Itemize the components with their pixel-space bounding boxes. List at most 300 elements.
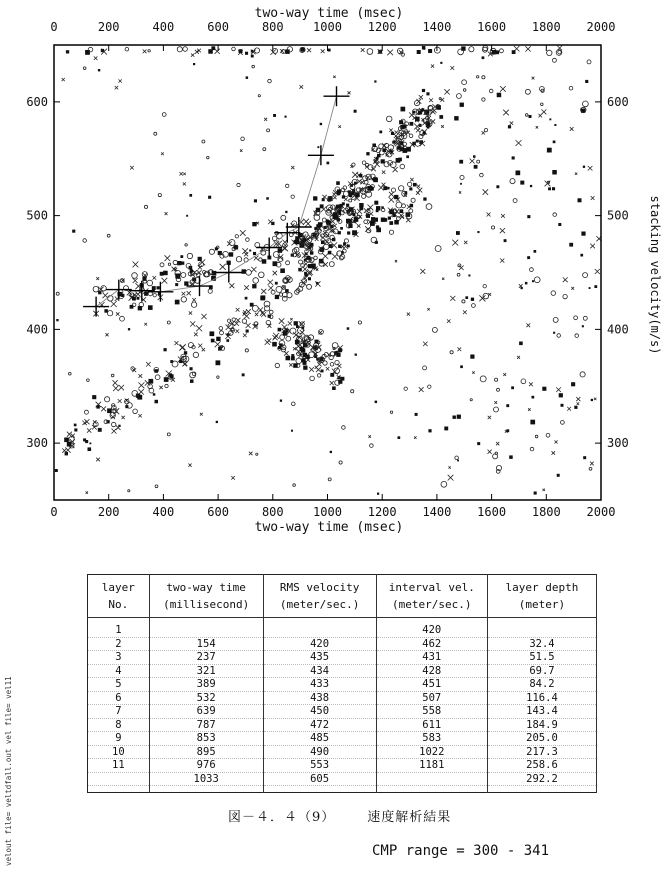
- cell-twt: 895: [149, 745, 263, 759]
- semblance-circle-mark: [191, 302, 196, 307]
- semblance-circle-mark: [575, 334, 579, 338]
- semblance-circle-mark: [286, 336, 291, 341]
- cell-interval: 507: [376, 691, 487, 705]
- semblance-noise-layer: [55, 47, 597, 495]
- semblance-dot-mark: [525, 282, 528, 285]
- semblance-x-mark: [133, 262, 139, 268]
- semblance-dot-mark: [389, 221, 393, 225]
- semblance-circle-mark: [291, 195, 294, 198]
- semblance-circle-mark: [371, 237, 377, 243]
- semblance-dot-mark: [184, 281, 188, 285]
- semblance-circle-mark: [132, 273, 138, 279]
- semblance-circle-mark: [132, 391, 138, 397]
- semblance-dot-mark: [332, 386, 336, 390]
- semblance-x-mark: [494, 401, 497, 404]
- semblance-dot-mark: [190, 269, 193, 272]
- semblance-x-mark: [116, 425, 121, 430]
- semblance-x-mark: [289, 363, 292, 366]
- semblance-circle-mark: [494, 407, 499, 412]
- x-tick-label-bottom: 1400: [422, 505, 452, 519]
- semblance-circle-mark: [236, 257, 241, 262]
- semblance-x-mark: [308, 235, 314, 241]
- x-tick-label-bottom: 1600: [477, 505, 507, 519]
- semblance-circle-mark: [379, 144, 384, 149]
- semblance-circle-mark: [580, 372, 585, 377]
- semblance-dot-mark: [532, 280, 534, 282]
- semblance-circle-mark: [292, 402, 296, 406]
- semblance-x-mark: [429, 98, 433, 102]
- semblance-dot-mark: [549, 118, 551, 120]
- x-tick-label-top: 1000: [313, 20, 342, 34]
- semblance-circle-mark: [263, 148, 266, 151]
- semblance-circle-mark: [172, 361, 178, 367]
- semblance-x-mark: [258, 307, 263, 312]
- semblance-dot-mark: [456, 231, 460, 235]
- semblance-circle-mark: [264, 301, 270, 307]
- semblance-x-mark: [202, 348, 205, 351]
- semblance-circle-mark: [463, 89, 466, 92]
- semblance-circle-mark: [155, 485, 158, 488]
- semblance-dot-mark: [328, 49, 331, 52]
- semblance-x-mark: [552, 451, 556, 455]
- semblance-dot-mark: [580, 254, 583, 257]
- cell-layer: 9: [88, 732, 150, 746]
- cell-layer: 4: [88, 664, 150, 678]
- table-row: [88, 772, 597, 786]
- semblance-dot-mark: [415, 413, 418, 416]
- semblance-dot-mark: [170, 374, 174, 378]
- table-spacer: [88, 786, 597, 793]
- semblance-x-mark: [159, 386, 162, 389]
- semblance-x-mark: [333, 76, 335, 78]
- x-tick-label-top: 1200: [367, 20, 397, 34]
- cell-twt: 237: [149, 651, 263, 665]
- semblance-circle-mark: [335, 360, 339, 364]
- table-row: [88, 624, 597, 637]
- semblance-x-mark: [418, 188, 423, 193]
- semblance-dot-mark: [439, 115, 443, 119]
- semblance-circle-mark: [477, 160, 480, 163]
- semblance-dot-mark: [316, 224, 320, 228]
- semblance-dot-mark: [96, 405, 99, 408]
- figure-title: 速度解析結果: [367, 810, 452, 825]
- semblance-dot-mark: [327, 162, 330, 165]
- semblance-x-mark: [500, 259, 504, 263]
- semblance-circle-mark: [358, 321, 361, 324]
- semblance-x-mark: [448, 475, 454, 481]
- semblance-circle-mark: [535, 435, 538, 438]
- cell-depth: 258.6: [487, 759, 596, 773]
- cmp-range-label: CMP range = 300 - 341: [372, 843, 550, 859]
- y-axis-title: stacking velocity(m/s): [648, 195, 662, 355]
- semblance-circle-mark: [181, 273, 186, 278]
- semblance-dot-mark: [373, 178, 378, 183]
- semblance-x-mark: [268, 286, 273, 291]
- cell-rms: 434: [263, 664, 376, 678]
- semblance-circle-mark: [317, 374, 320, 377]
- semblance-circle-mark: [268, 79, 272, 83]
- y-tick-label-left: 500: [26, 208, 48, 223]
- semblance-dot-mark: [529, 115, 532, 118]
- semblance-x-mark: [290, 318, 292, 320]
- semblance-circle-mark: [232, 47, 236, 51]
- semblance-dot-mark: [254, 199, 257, 202]
- semblance-circle-mark: [409, 134, 413, 138]
- semblance-dot-mark: [339, 204, 342, 207]
- semblance-circle-mark: [107, 311, 112, 316]
- semblance-circle-mark: [186, 263, 191, 268]
- semblance-dot-mark: [376, 157, 379, 160]
- semblance-x-mark: [288, 321, 292, 325]
- figure-caption: [228, 806, 483, 825]
- semblance-circle-mark: [83, 239, 87, 243]
- semblance-dot-mark: [330, 225, 333, 228]
- semblance-dot-mark: [477, 442, 480, 445]
- semblance-dot-mark: [366, 152, 369, 155]
- picked-velocity-cross: [308, 145, 334, 165]
- semblance-circle-mark: [401, 53, 404, 56]
- semblance-circle-mark: [242, 319, 246, 323]
- semblance-dot-mark: [542, 387, 546, 391]
- semblance-x-mark: [444, 89, 449, 94]
- semblance-x-mark: [590, 462, 594, 466]
- semblance-dot-mark: [184, 351, 187, 354]
- semblance-x-mark: [382, 171, 385, 174]
- semblance-dot-mark: [512, 50, 516, 54]
- semblance-x-mark: [595, 269, 600, 274]
- semblance-dot-mark: [298, 268, 302, 272]
- semblance-circle-mark: [177, 47, 182, 52]
- semblance-dot-mark: [189, 194, 192, 197]
- semblance-circle-mark: [499, 49, 503, 53]
- semblance-dot-mark: [336, 205, 339, 208]
- semblance-circle-mark: [411, 198, 415, 202]
- semblance-x-mark: [503, 373, 506, 376]
- semblance-dot-mark: [379, 131, 382, 134]
- semblance-dot-mark: [497, 93, 502, 98]
- semblance-dot-mark: [160, 272, 164, 276]
- table-row: [88, 637, 597, 651]
- semblance-x-mark: [528, 408, 531, 411]
- cell-rms: 553: [263, 759, 376, 773]
- semblance-dot-mark: [461, 46, 465, 50]
- semblance-circle-mark: [553, 213, 557, 217]
- semblance-x-mark: [450, 296, 455, 301]
- semblance-dot-mark: [301, 47, 305, 51]
- semblance-dot-mark: [477, 231, 479, 233]
- cell-twt: 976: [149, 759, 263, 773]
- semblance-x-mark: [543, 489, 545, 491]
- semblance-circle-mark: [435, 246, 441, 252]
- semblance-x-mark: [338, 125, 341, 128]
- semblance-x-mark: [305, 221, 311, 227]
- semblance-circle-mark: [330, 363, 334, 367]
- semblance-dot-mark: [338, 212, 341, 215]
- semblance-dot-mark: [387, 187, 390, 190]
- semblance-x-mark: [188, 464, 191, 467]
- semblance-dot-mark: [333, 212, 338, 217]
- semblance-x-mark: [472, 371, 474, 373]
- semblance-x-mark: [197, 270, 202, 275]
- semblance-dot-mark: [417, 50, 421, 54]
- semblance-circle-mark: [160, 263, 164, 267]
- semblance-circle-mark: [583, 101, 589, 107]
- semblance-x-mark: [251, 267, 256, 272]
- semblance-dot-mark: [326, 220, 330, 224]
- semblance-circle-mark: [513, 199, 517, 203]
- semblance-dot-mark: [548, 187, 551, 190]
- semblance-circle-mark: [405, 122, 409, 126]
- semblance-x-mark: [133, 278, 138, 283]
- x-tick-label-top: 600: [207, 20, 229, 34]
- x-tick-label-top: 1400: [422, 20, 452, 34]
- semblance-circle-mark: [87, 379, 90, 382]
- semblance-dot-mark: [64, 438, 69, 443]
- semblance-circle-mark: [483, 293, 489, 299]
- semblance-circle-mark: [253, 278, 259, 284]
- semblance-dot-mark: [252, 284, 256, 288]
- semblance-x-mark: [321, 49, 325, 53]
- semblance-circle-mark: [370, 444, 374, 448]
- semblance-x-mark: [378, 185, 384, 191]
- semblance-circle-mark: [125, 47, 129, 51]
- semblance-dot-mark: [376, 225, 379, 228]
- semblance-x-mark: [264, 118, 267, 121]
- semblance-circle-mark: [470, 399, 472, 401]
- semblance-dot-mark: [242, 269, 247, 274]
- cell-rms: [263, 624, 376, 637]
- cell-interval: 558: [376, 705, 487, 719]
- semblance-dot-mark: [275, 295, 279, 299]
- cell-rms: 472: [263, 718, 376, 732]
- semblance-x-mark: [464, 241, 467, 244]
- semblance-x-mark: [196, 325, 202, 331]
- semblance-dot-mark: [474, 165, 478, 169]
- semblance-dot-mark: [285, 49, 290, 54]
- semblance-circle-mark: [469, 47, 474, 52]
- header-layer-depth: layer depth (meter): [487, 575, 596, 618]
- semblance-circle-mark: [217, 376, 219, 378]
- x-tick-label-bottom: 0: [50, 505, 58, 519]
- semblance-circle-mark: [162, 113, 166, 117]
- x-tick-label-top: 2000: [586, 20, 616, 34]
- semblance-dot-mark: [74, 428, 77, 431]
- axes-layer: [26, 20, 628, 519]
- x-tick-label-top: 800: [261, 20, 284, 34]
- semblance-circle-mark: [480, 173, 484, 177]
- semblance-x-mark: [187, 291, 191, 295]
- cell-twt: 787: [149, 718, 263, 732]
- semblance-circle-mark: [362, 194, 366, 198]
- semblance-dot-mark: [55, 469, 58, 472]
- semblance-circle-mark: [389, 230, 393, 234]
- cell-layer: 6: [88, 691, 150, 705]
- semblance-circle-mark: [546, 433, 550, 437]
- semblance-circle-mark: [185, 244, 187, 246]
- semblance-x-mark: [500, 86, 506, 92]
- semblance-x-mark: [417, 185, 420, 188]
- semblance-x-mark: [231, 476, 235, 480]
- semblance-x-mark: [191, 54, 194, 57]
- semblance-dot-mark: [527, 256, 530, 259]
- semblance-x-mark: [116, 312, 119, 315]
- semblance-dot-mark: [294, 240, 298, 244]
- semblance-dot-mark: [251, 55, 254, 58]
- semblance-x-mark: [449, 466, 451, 468]
- semblance-x-mark: [458, 347, 462, 351]
- cell-depth: 51.5: [487, 651, 596, 665]
- semblance-dot-mark: [471, 298, 474, 301]
- semblance-x-mark: [244, 285, 249, 290]
- semblance-circle-mark: [193, 352, 198, 357]
- semblance-dot-mark: [512, 156, 515, 159]
- semblance-x-mark: [244, 252, 248, 256]
- semblance-dot-mark: [423, 197, 426, 200]
- semblance-dot-mark: [583, 456, 586, 459]
- semblance-circle-mark: [328, 478, 331, 481]
- semblance-circle-mark: [551, 291, 556, 296]
- semblance-circle-mark: [563, 294, 567, 298]
- semblance-dot-mark: [130, 305, 134, 309]
- y-tick-label-left: 600: [26, 94, 48, 109]
- semblance-dot-mark: [582, 325, 584, 327]
- semblance-circle-mark: [482, 76, 485, 79]
- semblance-x-mark: [496, 442, 499, 445]
- semblance-dot-mark: [516, 171, 521, 176]
- cell-depth: 217.3: [487, 745, 596, 759]
- semblance-x-mark: [575, 173, 577, 175]
- semblance-dot-mark: [212, 271, 217, 276]
- semblance-x-mark: [165, 212, 168, 215]
- semblance-circle-mark: [153, 294, 156, 297]
- cell-depth: 143.4: [487, 705, 596, 719]
- picked-velocity-cross: [324, 86, 350, 106]
- semblance-x-mark: [249, 452, 253, 456]
- semblance-circle-mark: [93, 286, 99, 292]
- semblance-dot-mark: [581, 232, 585, 236]
- cell-layer: 1: [88, 624, 150, 637]
- semblance-x-mark: [282, 286, 286, 290]
- semblance-dot-mark: [216, 337, 220, 341]
- cell-rms: 605: [263, 772, 376, 786]
- semblance-circle-mark: [530, 268, 534, 272]
- semblance-dot-mark: [211, 339, 215, 343]
- y-tick-label-right: 300: [607, 436, 629, 451]
- semblance-circle-mark: [241, 137, 245, 141]
- semblance-circle-mark: [349, 199, 352, 202]
- semblance-circle-mark: [589, 467, 592, 470]
- semblance-circle-mark: [286, 261, 290, 265]
- cell-layer: 2: [88, 637, 150, 651]
- semblance-circle-mark: [168, 263, 170, 265]
- semblance-dot-mark: [249, 250, 251, 252]
- header-two-way-time: two-way time (millisecond): [149, 575, 263, 618]
- cell-rms: 420: [263, 637, 376, 651]
- semblance-dot-mark: [208, 196, 211, 199]
- semblance-x-mark: [577, 402, 580, 405]
- semblance-x-mark: [352, 172, 358, 178]
- cell-depth: 205.0: [487, 732, 596, 746]
- table-header-row: [88, 575, 597, 618]
- semblance-dot-mark: [342, 195, 345, 198]
- semblance-dot-mark: [164, 377, 169, 382]
- semblance-dot-mark: [278, 328, 282, 332]
- semblance-circle-mark: [246, 238, 250, 242]
- semblance-x-mark: [447, 319, 451, 323]
- semblance-dot-mark: [328, 251, 332, 255]
- semblance-circle-mark: [525, 89, 530, 94]
- picked-velocity-cross: [147, 282, 173, 302]
- semblance-circle-mark: [111, 374, 114, 377]
- semblance-circle-mark: [352, 163, 355, 166]
- semblance-circle-mark: [296, 358, 302, 364]
- semblance-dot-mark: [585, 80, 588, 83]
- cell-rms: 485: [263, 732, 376, 746]
- semblance-x-mark: [112, 429, 117, 434]
- semblance-dot-mark: [410, 204, 414, 208]
- semblance-circle-mark: [207, 156, 209, 158]
- y-tick-label-right: 600: [607, 94, 629, 109]
- semblance-x-mark: [192, 298, 196, 302]
- semblance-dot-mark: [260, 296, 265, 301]
- semblance-dot-mark: [301, 348, 306, 353]
- y-tick-label-left: 400: [26, 322, 48, 337]
- semblance-dot-mark: [453, 416, 456, 419]
- semblance-dot-mark: [296, 325, 299, 328]
- semblance-dot-mark: [520, 181, 524, 185]
- semblance-circle-mark: [386, 116, 392, 122]
- semblance-dot-mark: [511, 386, 514, 389]
- semblance-x-mark: [416, 99, 421, 104]
- cell-interval: 1022: [376, 745, 487, 759]
- semblance-circle-mark: [275, 363, 279, 367]
- semblance-x-mark: [410, 178, 413, 181]
- semblance-x-mark: [555, 440, 558, 443]
- semblance-x-mark: [273, 271, 277, 276]
- semblance-dot-mark: [190, 379, 194, 383]
- semblance-dot-mark: [137, 297, 140, 300]
- x-tick-label-bottom: 600: [207, 505, 229, 519]
- semblance-x-mark: [143, 50, 147, 54]
- semblance-dot-mark: [92, 395, 96, 399]
- semblance-x-mark: [138, 382, 144, 388]
- semblance-dot-mark: [401, 107, 406, 112]
- semblance-circle-mark: [167, 433, 170, 436]
- semblance-circle-mark: [202, 140, 205, 143]
- y-tick-label-right: 400: [607, 322, 629, 337]
- semblance-circle-mark: [441, 481, 447, 487]
- semblance-dot-mark: [273, 114, 276, 117]
- semblance-x-mark: [243, 334, 247, 338]
- semblance-x-mark: [503, 110, 509, 116]
- cell-twt: 389: [149, 678, 263, 692]
- table-row: [88, 745, 597, 759]
- semblance-circle-mark: [457, 94, 462, 99]
- semblance-circle-mark: [133, 409, 138, 414]
- semblance-x-mark: [590, 244, 595, 249]
- semblance-x-mark: [326, 367, 330, 371]
- semblance-dot-mark: [508, 125, 511, 128]
- semblance-x-mark: [87, 428, 91, 432]
- semblance-dot-mark: [394, 220, 399, 225]
- semblance-circle-mark: [267, 129, 270, 132]
- table-row: [88, 705, 597, 719]
- semblance-circle-mark: [534, 277, 540, 283]
- semblance-dot-mark: [574, 406, 577, 409]
- semblance-circle-mark: [246, 270, 252, 276]
- semblance-dot-mark: [454, 116, 458, 120]
- semblance-dot-mark: [153, 393, 156, 396]
